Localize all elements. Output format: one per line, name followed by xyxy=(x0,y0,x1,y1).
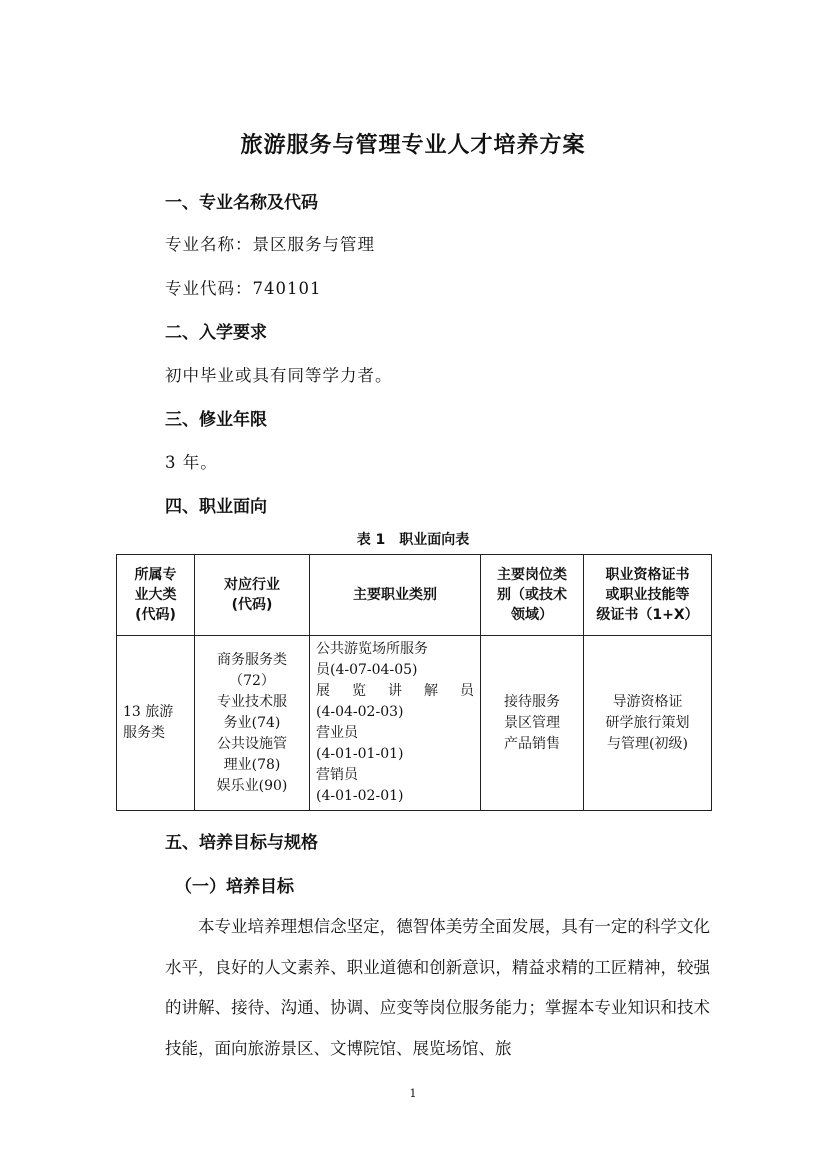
section-heading-3: 三、修业年限 xyxy=(165,410,267,430)
admission-text: 初中毕业或具有同等学力者。 xyxy=(165,366,393,385)
cell-occupations: 公共游览场所服务 员(4-07-04-05) 展览讲解员 (4-04-02-03) 营业员 (4-01-01-01) 营销员 (4-01-02-01) xyxy=(310,636,481,811)
header-occupation: 主要职业类别 xyxy=(310,555,481,636)
major-code: 专业代码：740101 xyxy=(165,279,322,298)
cell-posts: 接待服务 景区管理 产品销售 xyxy=(481,636,584,811)
table-header-row xyxy=(117,555,712,636)
header-post: 主要岗位类 别（或技术 领域） xyxy=(481,555,584,636)
section-heading-5: 五、培养目标与规格 xyxy=(165,833,318,853)
occupation-table xyxy=(116,554,712,811)
header-industry: 对应行业 (代码) xyxy=(195,555,310,636)
subsection-heading-training-goal: （一）培养目标 xyxy=(175,877,294,897)
duration-text: 3 年。 xyxy=(165,453,218,472)
header-category: 所属专 业大类 (代码) xyxy=(117,555,195,636)
table-caption: 表 1 职业面向表 xyxy=(356,532,470,548)
page-title: 旅游服务与管理专业人才培养方案 xyxy=(240,133,586,158)
header-certificate: 职业资格证书 或职业技能等 级证书（1+X） xyxy=(584,555,712,636)
section-heading-2: 二、入学要求 xyxy=(165,323,267,343)
major-name: 专业名称：景区服务与管理 xyxy=(165,235,375,254)
section-heading-1: 一、专业名称及代码 xyxy=(165,193,318,213)
cell-category: 13 旅游 服务类 xyxy=(117,636,195,811)
page-number: 1 xyxy=(409,1087,417,1100)
training-goal-paragraph: 本专业培养理想信念坚定，德智体美劳全面发展，具有一定的科学文化水平，良好的人文素养、职业道德和创新意识，精益求精的工匠精神，较强的讲解、接待、沟通、协调、应变等岗位服务能力；掌握本专业知识和技术技能，面向旅游景区、文博院馆、展览场馆、旅 xyxy=(165,917,710,1058)
cell-certificates: 导游资格证 研学旅行策划 与管理(初级) xyxy=(584,636,712,811)
cell-industries: 商务服务类 （72） 专业技术服 务业(74) 公共设施管 理业(78) 娱乐业(90) xyxy=(195,636,310,811)
section-heading-4: 四、职业面向 xyxy=(165,497,267,517)
table-row xyxy=(117,636,712,811)
